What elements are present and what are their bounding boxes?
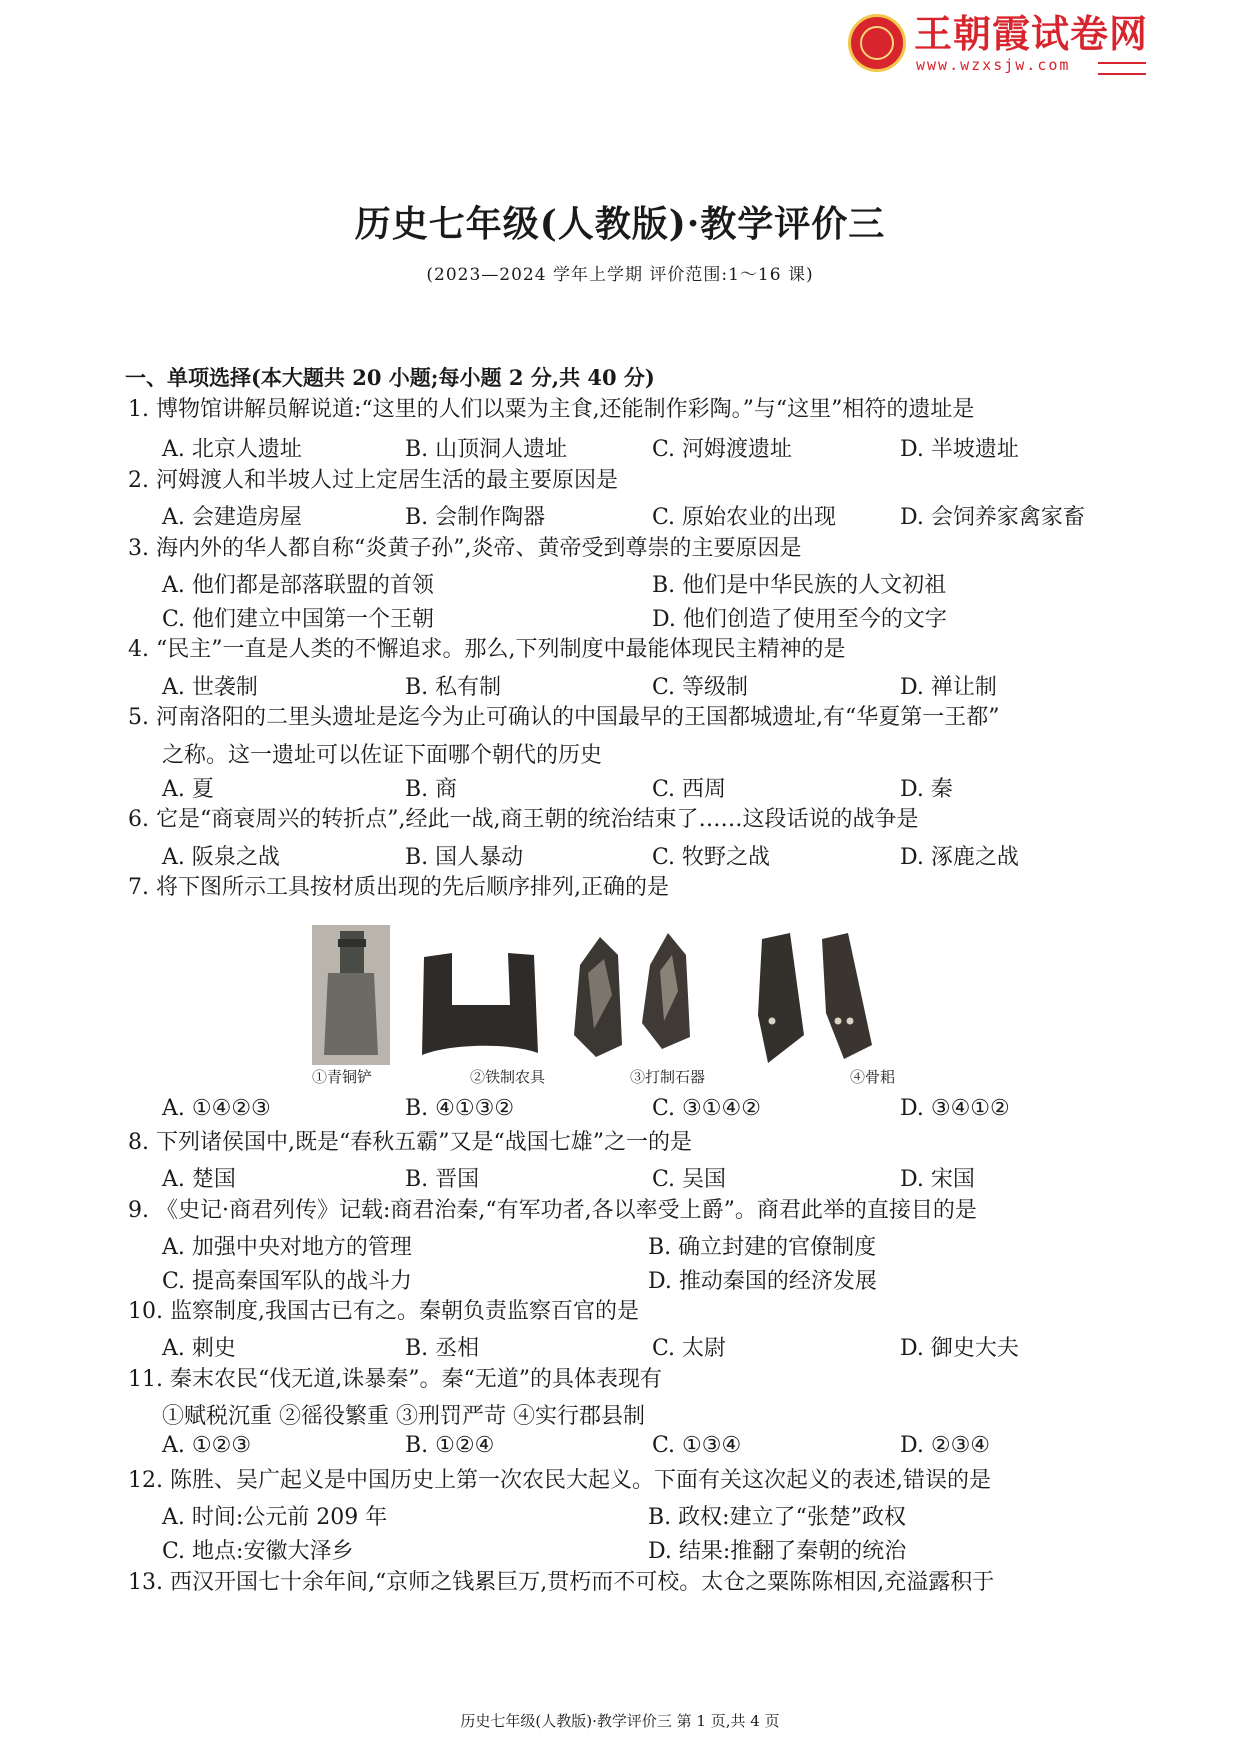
question-number: 11. bbox=[128, 1367, 163, 1392]
option-a: A. 会建造房屋 bbox=[162, 505, 302, 530]
option-c: C. 牧野之战 bbox=[652, 845, 771, 870]
question-number: 9. bbox=[128, 1198, 149, 1223]
option-b: B. 山顶洞人遗址 bbox=[405, 437, 568, 462]
option-a: A. ①②③ bbox=[162, 1433, 252, 1458]
question-3 bbox=[128, 534, 802, 564]
tools-figure bbox=[312, 925, 952, 1065]
question-text: 河南洛阳的二里头遗址是迄今为止可确认的中国最早的王国都城遗址,有“华夏第一王都” bbox=[156, 705, 1000, 730]
option-b: B. 私有制 bbox=[405, 675, 502, 700]
question-number: 1. bbox=[128, 397, 149, 422]
question-text: 海内外的华人都自称“炎黄子孙”,炎帝、黄帝受到尊崇的主要原因是 bbox=[156, 536, 802, 561]
option-d: D. ③④①② bbox=[900, 1096, 1010, 1121]
option-b: B. ①②④ bbox=[405, 1433, 495, 1458]
logo-url: www.wzxsjw.com bbox=[916, 56, 1071, 74]
option-d: D. 他们创造了使用至今的文字 bbox=[652, 607, 947, 632]
option-c: C. 提高秦国军队的战斗力 bbox=[162, 1269, 413, 1294]
question-number: 8. bbox=[128, 1130, 149, 1155]
question-7 bbox=[128, 873, 669, 903]
option-a: A. 他们都是部落联盟的首领 bbox=[162, 573, 434, 598]
question-number: 2. bbox=[128, 468, 149, 493]
question-12 bbox=[128, 1466, 991, 1496]
caption-stone-tools: ③打制石器 bbox=[630, 1068, 706, 1086]
option-b: B. 他们是中华民族的人文初祖 bbox=[652, 573, 947, 598]
question-number: 13. bbox=[128, 1570, 163, 1595]
option-a: A. 刺史 bbox=[162, 1336, 236, 1361]
question-text: 它是“商衰周兴的转折点”,经此一战,商王朝的统治结束了……这段话说的战争是 bbox=[156, 807, 919, 832]
iron-tool-image bbox=[422, 953, 538, 1055]
option-d: D. 结果:推翻了秦朝的统治 bbox=[648, 1539, 907, 1564]
option-d: D. 会饲养家禽家畜 bbox=[900, 505, 1085, 530]
option-b: B. 会制作陶器 bbox=[405, 505, 546, 530]
option-c: C. ③①④② bbox=[652, 1096, 761, 1121]
stone-tools-image bbox=[574, 933, 690, 1057]
question-2 bbox=[128, 466, 618, 496]
option-d: D. ②③④ bbox=[900, 1433, 991, 1458]
option-c: C. 河姆渡遗址 bbox=[652, 437, 793, 462]
option-c: C. 他们建立中国第一个王朝 bbox=[162, 607, 435, 632]
option-c: C. 等级制 bbox=[652, 675, 749, 700]
question-13 bbox=[128, 1568, 994, 1598]
caption-iron-tool: ②铁制农具 bbox=[470, 1068, 546, 1086]
question-text: 陈胜、吴广起义是中国历史上第一次农民大起义。下面有关这次起义的表述,错误的是 bbox=[170, 1468, 991, 1493]
question-number: 7. bbox=[128, 875, 149, 900]
question-text: 秦末农民“伐无道,诛暴秦”。秦“无道”的具体表现有 bbox=[170, 1367, 662, 1392]
caption-bone-tool: ④骨耜 bbox=[850, 1068, 896, 1086]
question-text: 西汉开国七十余年间,“京师之钱累巨万,贯朽而不可校。太仓之粟陈陈相因,充溢露积于 bbox=[170, 1570, 995, 1595]
question-text: 下列诸侯国中,既是“春秋五霸”又是“战国七雄”之一的是 bbox=[156, 1130, 692, 1155]
option-a: A. 夏 bbox=[162, 777, 214, 802]
option-c: C. 太尉 bbox=[652, 1336, 727, 1361]
question-number: 5. bbox=[128, 705, 149, 730]
option-b: B. 国人暴动 bbox=[405, 845, 524, 870]
question-4 bbox=[128, 635, 846, 665]
option-d: D. 禅让制 bbox=[900, 675, 997, 700]
question-number: 12. bbox=[128, 1468, 163, 1493]
question-text: 博物馆讲解员解说道:“这里的人们以粟为主食,还能制作彩陶。”与“这里”相符的遗址是 bbox=[156, 397, 975, 422]
question-10 bbox=[128, 1297, 639, 1327]
option-a: A. ①④②③ bbox=[162, 1096, 271, 1121]
option-b: B. 晋国 bbox=[405, 1167, 480, 1192]
option-c: C. 原始农业的出现 bbox=[652, 505, 837, 530]
question-11 bbox=[128, 1365, 662, 1395]
option-a: A. 加强中央对地方的管理 bbox=[162, 1235, 412, 1260]
question-text-continued: 之称。这一遗址可以佐证下面哪个朝代的历史 bbox=[162, 743, 603, 768]
bone-tool-image bbox=[758, 933, 872, 1063]
logo-seal-icon bbox=[848, 14, 906, 72]
question-text: 将下图所示工具按材质出现的先后顺序排列,正确的是 bbox=[156, 875, 669, 900]
option-b: B. ④①③② bbox=[405, 1096, 515, 1121]
question-text: 监察制度,我国古已有之。秦朝负责监察百官的是 bbox=[170, 1299, 639, 1324]
question-1 bbox=[128, 395, 974, 425]
question-number: 3. bbox=[128, 536, 149, 561]
option-d: D. 秦 bbox=[900, 777, 953, 802]
page-subtitle: (2023—2024 学年上学期 评价范围:1～16 课) bbox=[426, 265, 814, 285]
question-number: 10. bbox=[128, 1299, 163, 1324]
option-a: A. 北京人遗址 bbox=[162, 437, 302, 462]
question-8 bbox=[128, 1128, 692, 1158]
page-title: 历史七年级(人教版)·教学评价三 bbox=[354, 203, 886, 245]
question-text: 河姆渡人和半坡人过上定居生活的最主要原因是 bbox=[156, 468, 619, 493]
question-6 bbox=[128, 805, 918, 835]
question-statements: ①赋税沉重 ②徭役繁重 ③刑罚严苛 ④实行郡县制 bbox=[162, 1404, 645, 1429]
option-b: B. 确立封建的官僚制度 bbox=[648, 1235, 877, 1260]
option-a: A. 世袭制 bbox=[162, 675, 258, 700]
question-text: 《史记·商君列传》记载:商君治秦,“有军功者,各以率受上爵”。商君此举的直接目的是 bbox=[156, 1198, 977, 1223]
section-heading: 一、单项选择(本大题共 20 小题;每小题 2 分,共 40 分) bbox=[125, 365, 655, 390]
option-b: B. 丞相 bbox=[405, 1336, 480, 1361]
option-d: D. 推动秦国的经济发展 bbox=[648, 1269, 877, 1294]
caption-bronze-shovel: ①青铜铲 bbox=[312, 1068, 373, 1086]
option-a: A. 楚国 bbox=[162, 1167, 236, 1192]
option-a: A. 时间:公元前 209 年 bbox=[162, 1505, 388, 1530]
option-c: C. 西周 bbox=[652, 777, 727, 802]
question-number: 4. bbox=[128, 637, 149, 662]
option-d: D. 御史大夫 bbox=[900, 1336, 1019, 1361]
option-c: C. 地点:安徽大泽乡 bbox=[162, 1539, 354, 1564]
option-b: B. 商 bbox=[405, 777, 458, 802]
page-footer: 历史七年级(人教版)·教学评价三 第 1 页,共 4 页 bbox=[460, 1712, 780, 1730]
question-text: “民主”一直是人类的不懈追求。那么,下列制度中最能体现民主精神的是 bbox=[156, 637, 846, 662]
site-logo bbox=[848, 12, 1148, 74]
option-b: B. 政权:建立了“张楚”政权 bbox=[648, 1505, 907, 1530]
question-9 bbox=[128, 1196, 977, 1226]
option-d: D. 宋国 bbox=[900, 1167, 975, 1192]
option-a: A. 阪泉之战 bbox=[162, 845, 280, 870]
question-number: 6. bbox=[128, 807, 149, 832]
option-d: D. 涿鹿之战 bbox=[900, 845, 1019, 870]
option-c: C. 吴国 bbox=[652, 1167, 727, 1192]
logo-name: 王朝霞试卷网 bbox=[914, 12, 1149, 56]
option-d: D. 半坡遗址 bbox=[900, 437, 1019, 462]
logo-decoration bbox=[1098, 62, 1146, 75]
bronze-shovel-image bbox=[312, 925, 390, 1065]
question-5 bbox=[128, 703, 1000, 733]
option-c: C. ①③④ bbox=[652, 1433, 742, 1458]
